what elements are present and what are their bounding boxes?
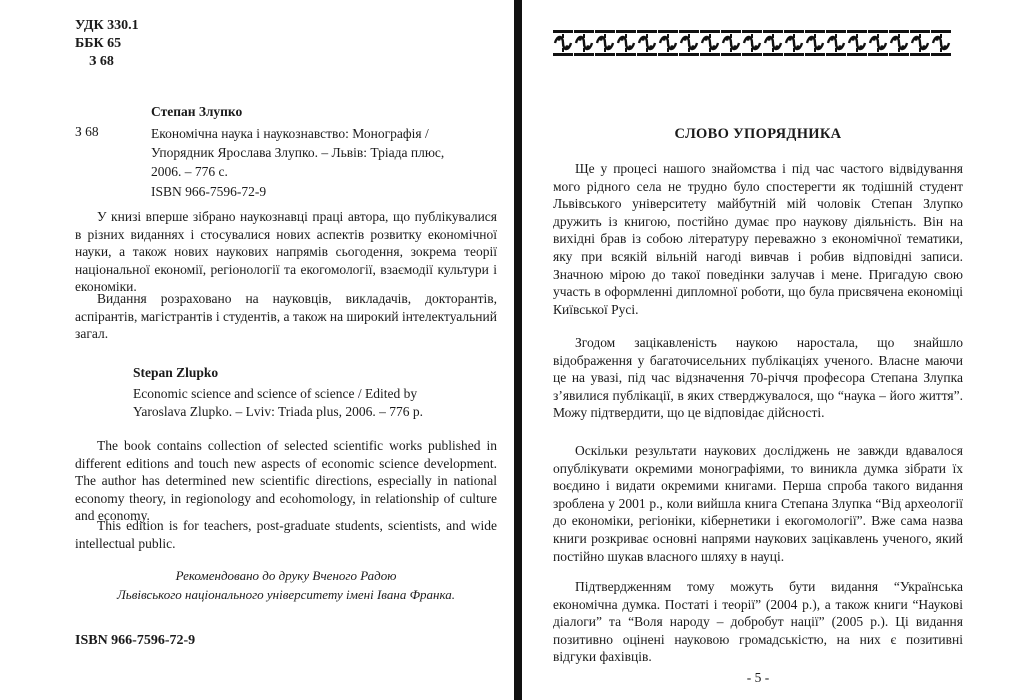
body-paragraph-3: Оскільки результати наукових досліджень не завжди вдавалося опублікувати окремими монографіями, то виникла думка зібрати їх воєдино і видати окремими книгами. Перша спроба такого видання зроблена у 2001 р., коли вийшла книга Степана Злупка “Від археології до економіки, регіоніки, кібернетики і екогомології”. Вже сама назва книги розкриває основні напрями наукових зацікавлень ученого, який постійно шукав власного шляху в науці. [553, 443, 963, 564]
catalog-entry-uk [151, 124, 496, 201]
author-name-en: Stepan Zlupko [133, 365, 219, 380]
body-paragraph-2: Згодом зацікавленість наукою наростала, що знайшло відображення у багаточисельних публікаціях ученого. Власне маючи це на увазі, під час відзначення 70-річчя професора Степана Злупка з’явилися публікації, в яких стверджувалося, що “наука – його життя”. Можу підтвердити, що це відповідає дійсності. [553, 335, 963, 421]
author-code: З 68 [89, 54, 114, 69]
page-number: - 5 - [746, 670, 770, 685]
book-spine [514, 0, 522, 700]
catalog-line-en: Yaroslava Zlupko. – Lviv: Triada plus, 2006. – 776 p. [133, 404, 424, 419]
body-paragraph-4: Підтвердженням тому можуть бути видання “Українська економічна думка. Постаті і теорії” (2004 р.), а також книги “Наукові діалоги” та “Воля народу – добробут нації” (2005 р.). Ці видання позитивно оцінені науковою громадськістю, на них є позитивні відгуки фахівців. [553, 579, 963, 665]
section-title: СЛОВО УПОРЯДНИКА [674, 126, 842, 142]
body-paragraph-1: Ще у процесі нашого знайомства і під час частого відвідування мого рідного села не трудно було спостерегти як тодішній студент Львівського університету майбутній мій чоловік Степан Злупко дружить із книгою, постійно думає про наукову діяльність. Він на вихідні брав із собою літературу переважно з економічної тематики, яку при всякій вільній нагоді вивчав і робив відповідні записи. Значною мірою до такої поведінки залучав і мене. Пригадую свою участь в оформленні дипломної роботи, що була присвячена економіці Київської Русі. [553, 161, 963, 317]
recommendation-line: Рекомендовано до друку Вченого Радою [175, 568, 397, 583]
catalog-line: Упорядник Ярослава Злупко. – Львів: Тріада плюс, [151, 145, 445, 160]
catalog-line: 2006. – 776 с. [151, 164, 228, 179]
author-name-uk: Степан Злупко [151, 104, 243, 119]
udk-code: УДК 330.1 [75, 18, 139, 33]
catalog-code: З 68 [75, 124, 99, 139]
abstract-uk: У книзі вперше зібрано наукознавці праці автора, що публікувалися в різних виданнях і стосувалися нових аспектів розвитку економічної науки, а також нових наукових напрямів сьогодення, зокрема теорії національної економії, регіонології та екогомології, взаємодії культури і економіки. [75, 209, 497, 295]
audience-uk: Видання розраховано на науковців, викладачів, докторантів, аспірантів, магістрантів і студентів, а також на широкий інтелектуальний загал. [75, 291, 497, 342]
catalog-line: Економічна наука і наукознавство: Монографія / [151, 126, 429, 141]
catalog-entry-en [133, 385, 503, 421]
audience-en: This edition is for teachers, post-graduate students, scientists, and wide intellectual public. [75, 518, 497, 551]
ornament-border [553, 30, 965, 56]
isbn-bottom: ISBN 966-7596-72-9 [75, 633, 196, 648]
bbk-code: ББК 65 [75, 36, 122, 51]
recommendation [75, 566, 497, 604]
recommendation-line: Львівського національного університету імені Івана Франка. [117, 587, 455, 602]
isbn-line: ISBN 966-7596-72-9 [151, 184, 267, 199]
catalog-line-en: Economic science and science of science / Edited by [133, 386, 418, 401]
abstract-en: The book contains collection of selected scientific works published in different editions and touch new aspects of economic science development. The author has determined new scientific directions, especially in national economy theory, in regionology and ecohomology, in relationship of culture and economy. [75, 438, 497, 524]
